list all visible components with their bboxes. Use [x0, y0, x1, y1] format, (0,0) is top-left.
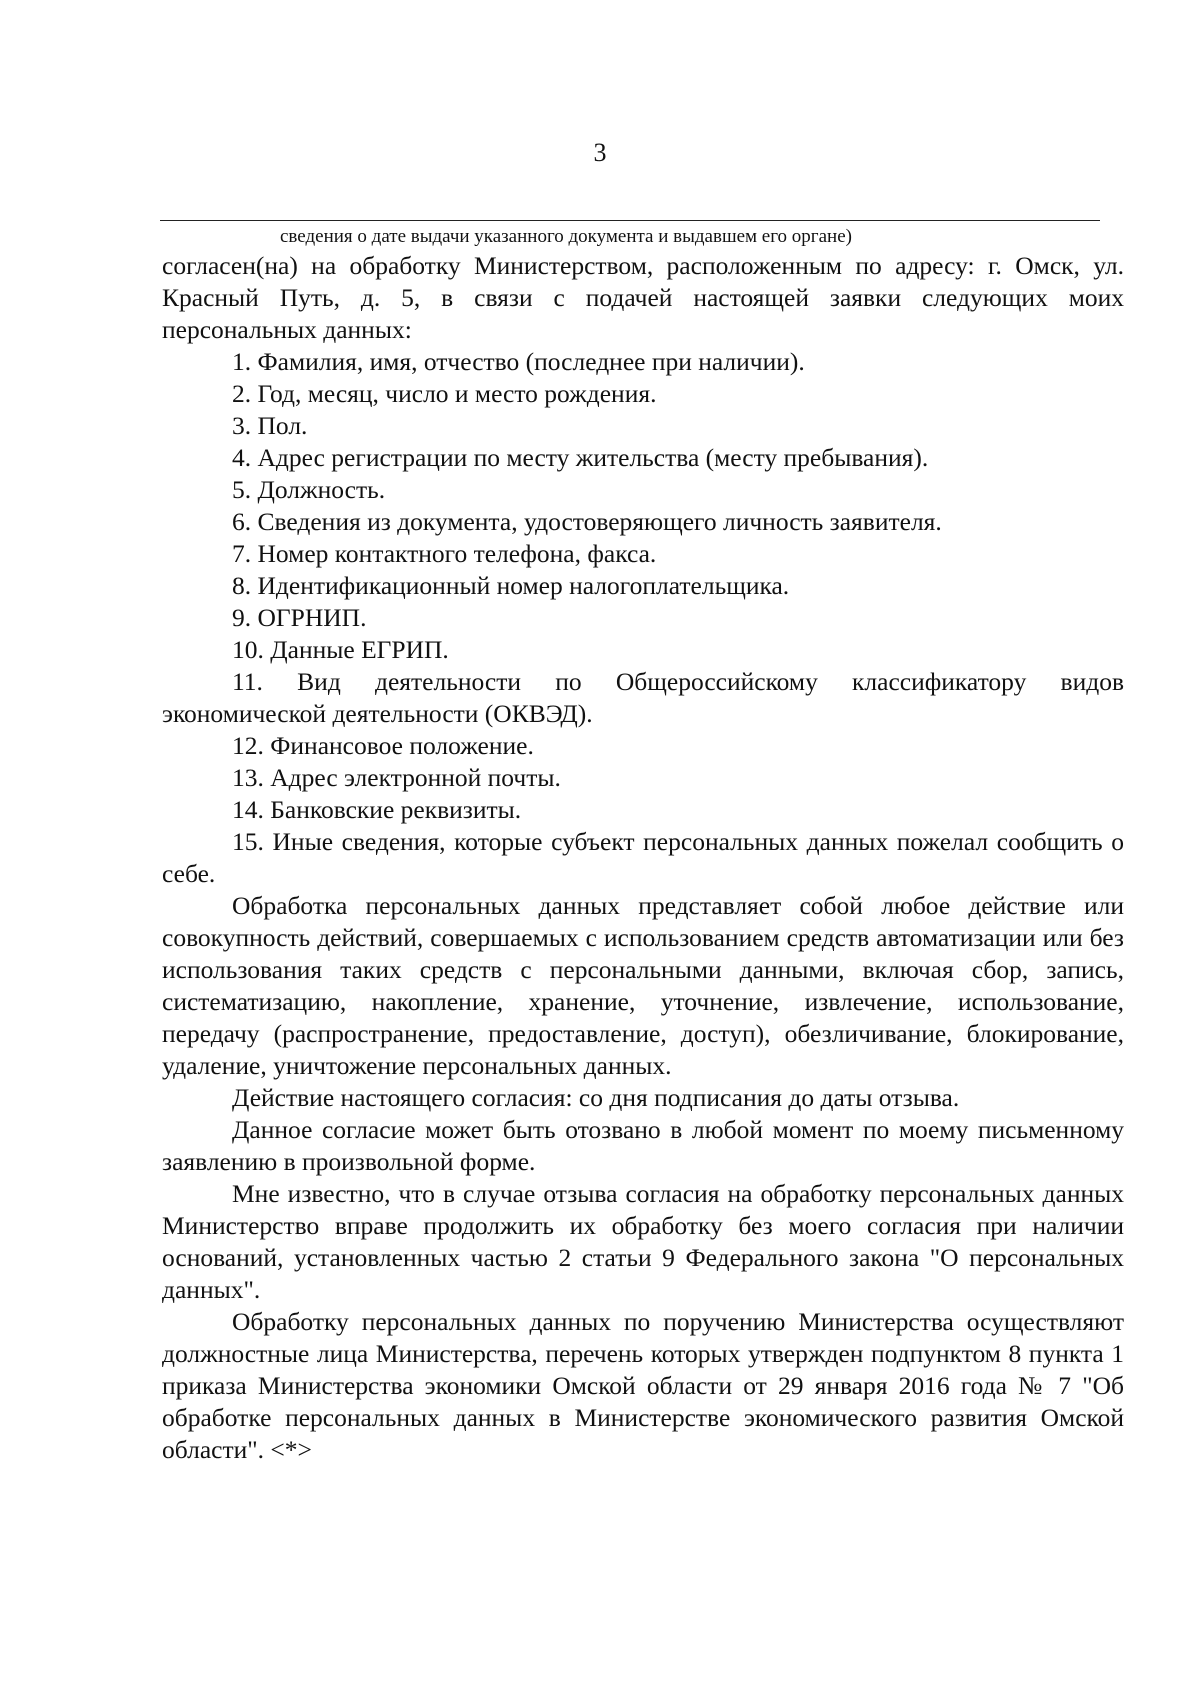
awareness-paragraph: Мне известно, что в случае отзыва согласия на обработку персональных данных Министерство вправе продолжить их обработку без моего согласия при наличии оснований, установленных частью 2 статьи 9 Федерального закона "О персональных данных".: [162, 1179, 1124, 1304]
list-item: 15. Иные сведения, которые субъект персональных данных пожелал сообщить о себе.: [162, 827, 1124, 888]
page-number: 3: [593, 138, 607, 167]
list-item: 14. Банковские реквизиты.: [232, 795, 522, 824]
list-item: 6. Сведения из документа, удостоверяющего личность заявителя.: [232, 507, 942, 536]
list-item: 1. Фамилия, имя, отчество (последнее при наличии).: [232, 347, 805, 376]
list-item: 12. Финансовое положение.: [232, 731, 534, 760]
validity-paragraph: Действие настоящего согласия: со дня подписания до даты отзыва.: [232, 1083, 960, 1112]
list-item: 9. ОГРНИП.: [232, 603, 367, 632]
revocation-paragraph: Данное согласие может быть отозвано в любой момент по моему письменному заявлению в произвольной форме.: [162, 1115, 1124, 1176]
intro-paragraph: согласен(на) на обработку Министерством, расположенным по адресу: г. Омск, ул. Красный Путь, д. 5, в связи с подачей настоящей заявки следующих моих персональных данных:: [162, 251, 1124, 344]
document-body: [162, 250, 1124, 1466]
list-item: 4. Адрес регистрации по месту жительства (месту пребывания).: [232, 443, 929, 472]
signature-line: [160, 220, 1100, 221]
field-caption: сведения о дате выдачи указанного документа и выдавшем его органе): [280, 226, 852, 247]
list-item: 8. Идентификационный номер налогоплательщика.: [232, 571, 790, 600]
processing-paragraph: Обработка персональных данных представляет собой любое действие или совокупность действий, совершаемых с использованием средств автоматизации или без использования таких средств с персональными данными, включая сбор, запись, систематизацию, накопление, хранение, уточнение, извлечение, использование, передачу (распространение, предоставление, доступ), обезличивание, блокирование, удаление, уничтожение персональных данных.: [162, 891, 1124, 1080]
list-item: 3. Пол.: [232, 411, 308, 440]
list-item: 7. Номер контактного телефона, факса.: [232, 539, 657, 568]
list-item: 11. Вид деятельности по Общероссийскому классификатору видов экономической деятельности (ОКВЭД).: [162, 667, 1124, 728]
list-item: 10. Данные ЕГРИП.: [232, 635, 449, 664]
officials-paragraph: Обработку персональных данных по поручению Министерства осуществляют должностные лица Министерства, перечень которых утвержден подпунктом 8 пункта 1 приказа Министерства экономики Омской области от 29 января 2016 года № 7 "Об обработке персональных данных в Министерстве экономического развития Омской области". <*>: [162, 1307, 1124, 1464]
list-item: 13. Адрес электронной почты.: [232, 763, 561, 792]
list-item: 5. Должность.: [232, 475, 386, 504]
list-item: 2. Год, месяц, число и место рождения.: [232, 379, 657, 408]
